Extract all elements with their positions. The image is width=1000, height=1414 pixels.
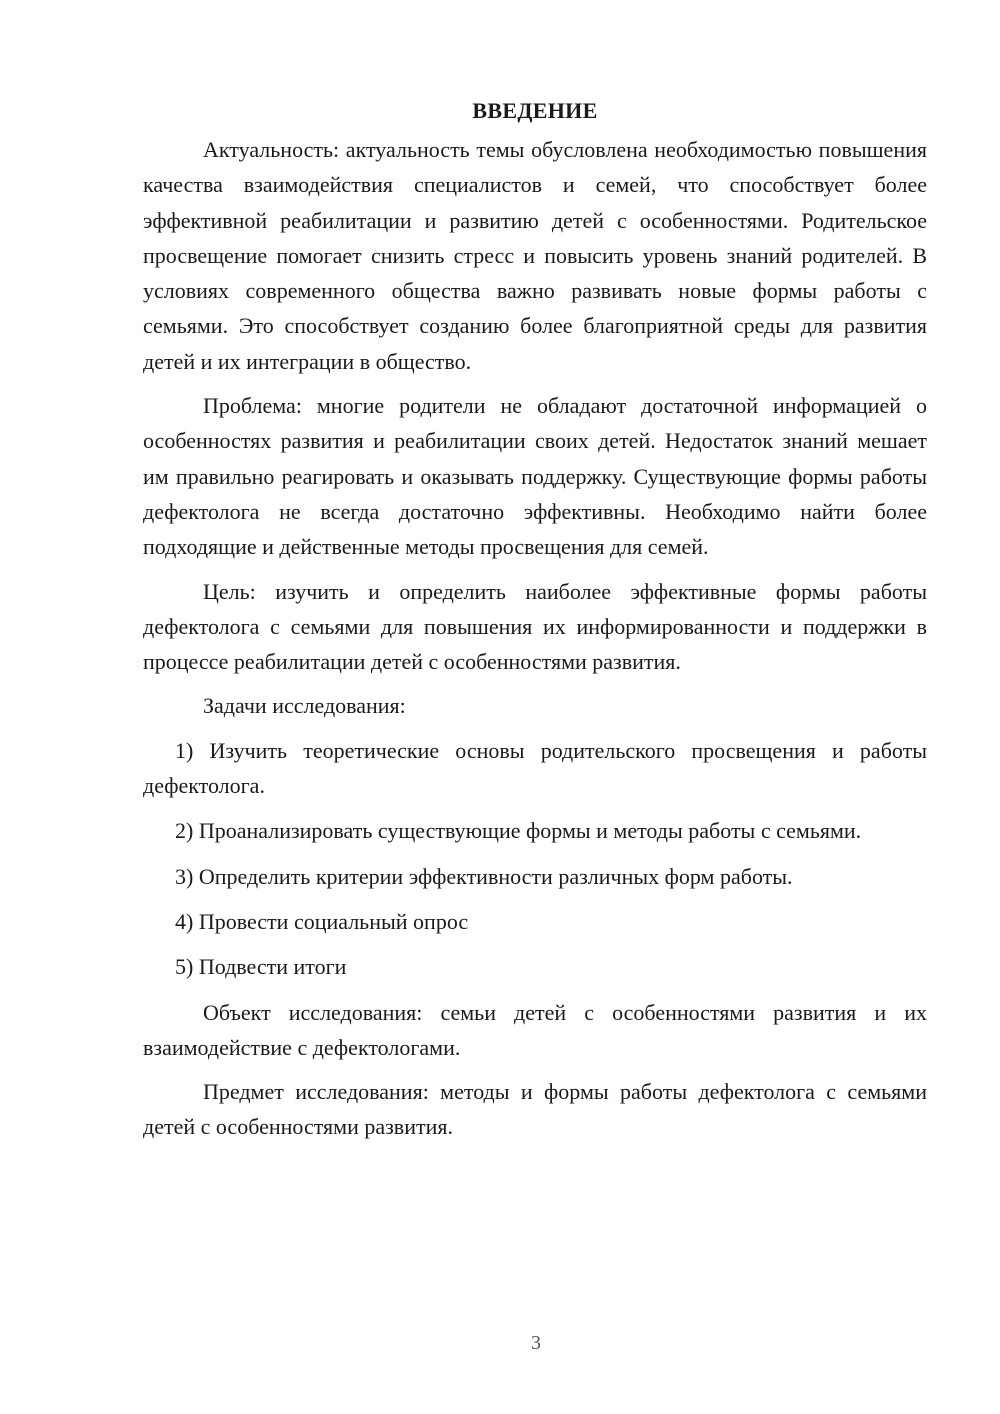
task-item: 5) Подвести итоги — [175, 954, 347, 980]
object-paragraph: Объект исследования: семьи детей с особенностями развития и их взаимодействие с дефектологами. — [143, 999, 927, 1060]
page-content — [143, 93, 927, 1154]
tasks-heading: Задачи исследования: — [203, 693, 406, 719]
page-number: 3 — [531, 1332, 541, 1354]
problem-paragraph: Проблема: многие родители не обладают достаточной информацией о особенностях развития и реабилитации своих детей. Недостаток знаний мешает им правильно реагировать и оказывать поддержку. Существующие формы работы дефектолога не всегда достаточно эффективны. Необходимо найти более подходящие и действенные методы просвещения для семей. — [143, 393, 927, 560]
task-item: 2) Проанализировать существующие формы и методы работы с семьями. — [175, 818, 862, 844]
task-item: 4) Провести социальный опрос — [175, 908, 469, 934]
goal-paragraph: Цель: изучить и определить наиболее эффективные формы работы дефектолога с семьями для повышения их информированности и поддержки в процессе реабилитации детей с особенностями развития. — [143, 578, 927, 675]
task-item: 3) Определить критерии эффективности различных форм работы. — [175, 863, 793, 889]
section-title: ВВЕДЕНИЕ — [472, 98, 598, 123]
task-item: 1) Изучить теоретические основы родительского просвещения и работы дефектолога. — [143, 737, 927, 799]
relevance-paragraph: Актуальность: актуальность темы обусловлена необходимостью повышения качества взаимодействия специалистов и семей, что способствует более эффективной реабилитации и развитию детей с особенностями. Родительское просвещение помогает снизить стресс и повысить уровень знаний родителей. В условиях современного общества важно развивать новые формы работы с семьями. Это способствует созданию более благоприятной среды для развития детей и их интеграции в общество. — [143, 137, 927, 374]
tasks-list — [143, 733, 927, 985]
subject-paragraph: Предмет исследования: методы и формы работы дефектолога с семьями детей с особенностями развития. — [143, 1079, 927, 1140]
